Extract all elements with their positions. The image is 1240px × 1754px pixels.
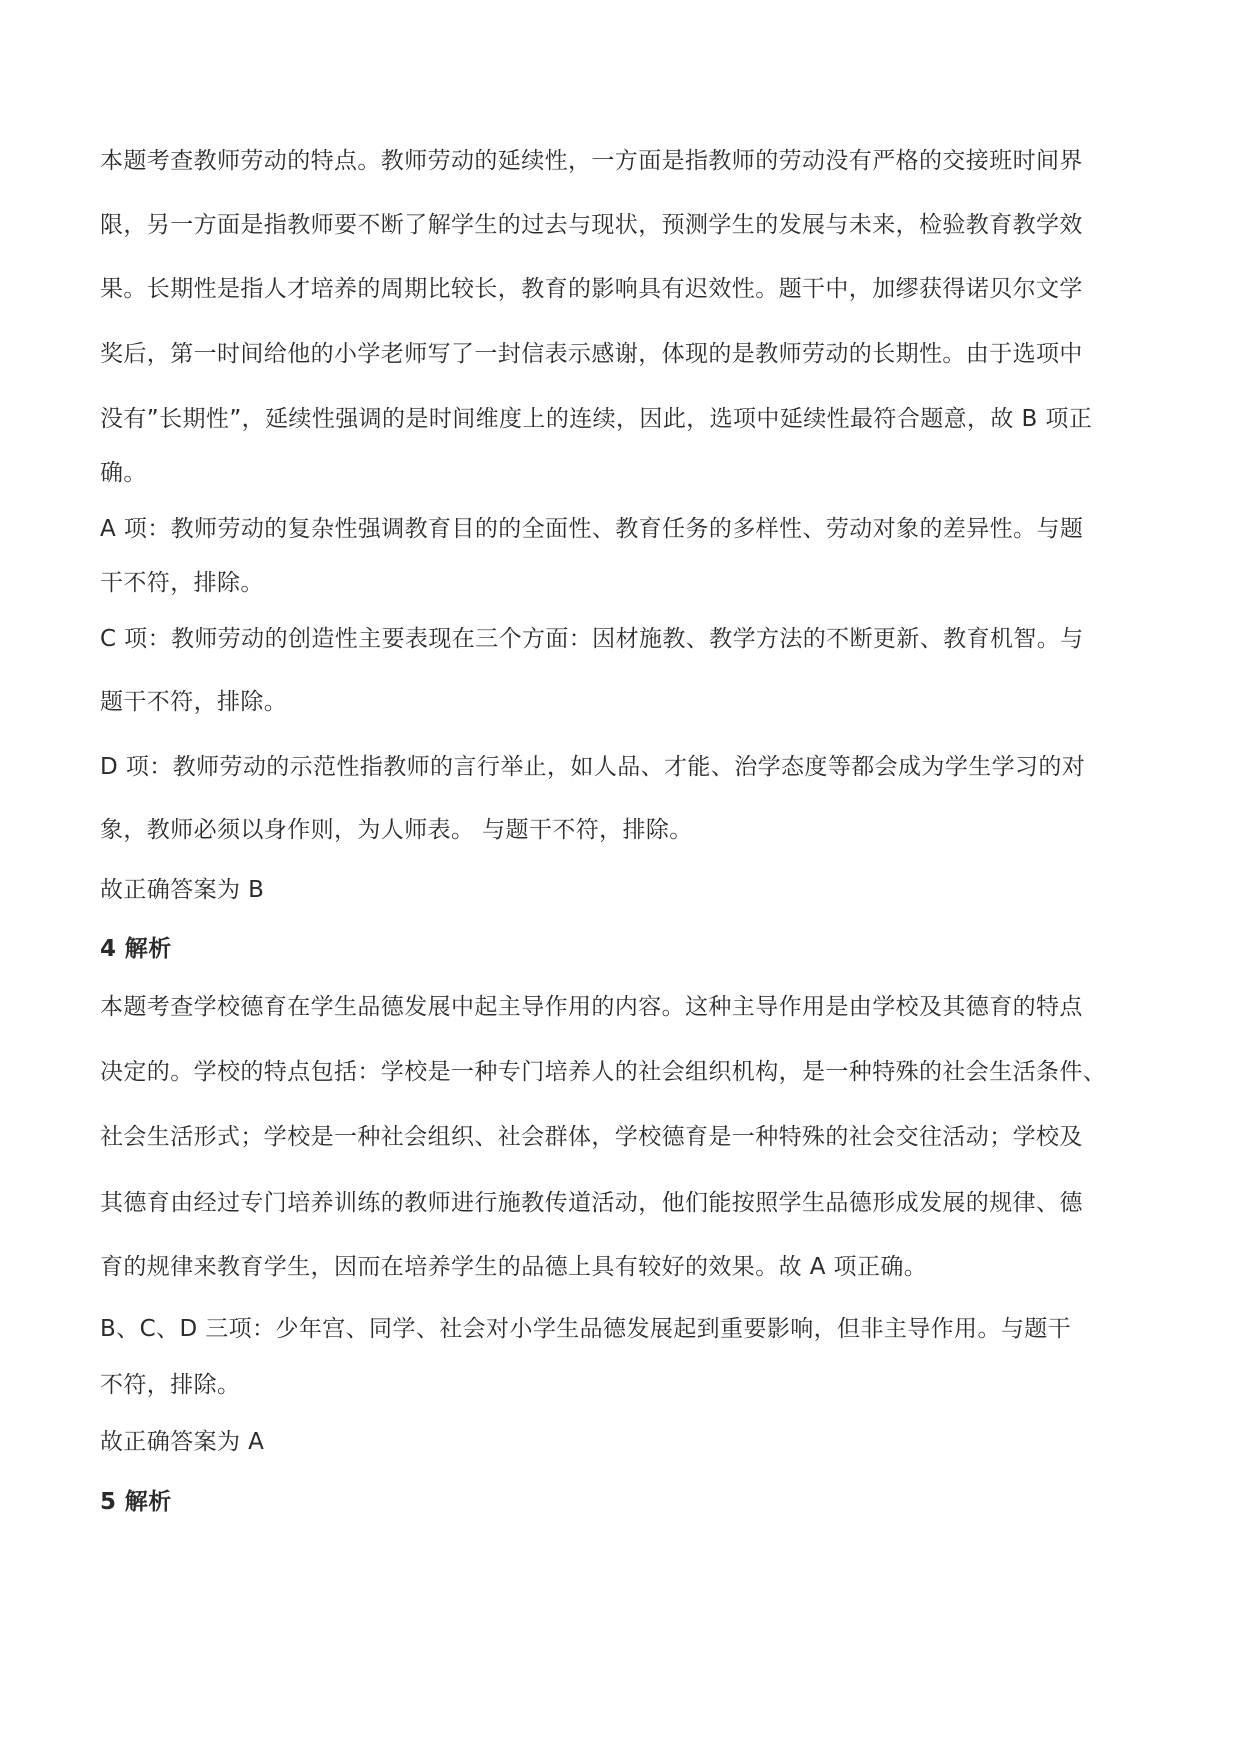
paragraph-line: 限，另一方面是指教师要不断了解学生的过去与现状，预测学生的发展与未来，检验教育教学效 (100, 212, 1083, 238)
paragraph-line: 奖后，第一时间给他的小学老师写了一封信表示感谢，体现的是教师劳动的长期性。由于选项中 (100, 341, 1083, 367)
paragraph-line: 没有”长期性”，延续性强调的是时间维度上的连续，因此，选项中延续性最符合题意，故 B 项正 (100, 406, 1093, 432)
option-c-line: C 项：教师劳动的创造性主要表现在三个方面：因材施教、教学方法的不断更新、教育机智。与 (100, 626, 1084, 652)
option-bcd-line: B、C、D 三项：少年宫、同学、社会对小学生品德发展起到重要影响，但非主导作用。与题干 (100, 1316, 1072, 1342)
paragraph-line: 本题考查教师劳动的特点。教师劳动的延续性，一方面是指教师的劳动没有严格的交接班时间界 (100, 148, 1083, 174)
option-d-line: D 项：教师劳动的示范性指教师的言行举止，如人品、才能、治学态度等都会成为学生学习的对 (100, 754, 1086, 780)
paragraph-line: 确。 (100, 460, 147, 486)
paragraph-line: 本题考查学校德育在学生品德发展中起主导作用的内容。这种主导作用是由学校及其德育的特点 (100, 994, 1083, 1020)
section-heading: 4 解析 (100, 936, 172, 962)
paragraph-line: 其德育由经过专门培养训练的教师进行施教传道活动，他们能按照学生品德形成发展的规律、德 (100, 1190, 1083, 1216)
answer-line: 故正确答案为 A (100, 1429, 265, 1455)
option-a-line: A 项：教师劳动的复杂性强调教育目的的全面性、教育任务的多样性、劳动对象的差异性。与题 (100, 516, 1084, 542)
option-d-line: 象，教师必须以身作则，为人师表。 与题干不符，排除。 (100, 817, 693, 843)
paragraph-line: 果。长期性是指人才培养的周期比较长，教育的影响具有迟效性。题干中，加缪获得诺贝尔文学 (100, 276, 1083, 302)
option-a-line: 干不符，排除。 (100, 570, 264, 596)
paragraph-line: 育的规律来教育学生，因而在培养学生的品德上具有较好的效果。故 A 项正确。 (100, 1254, 928, 1280)
option-c-line: 题干不符，排除。 (100, 689, 288, 715)
paragraph-line: 决定的。学校的特点包括：学校是一种专门培养人的社会组织机构，是一种特殊的社会生活条件、 (100, 1059, 1107, 1085)
paragraph-line: 社会生活形式；学校是一种社会组织、社会群体，学校德育是一种特殊的社会交往活动；学校及 (100, 1124, 1083, 1150)
section-heading: 5 解析 (100, 1489, 172, 1515)
answer-line: 故正确答案为 B (100, 877, 265, 903)
option-bcd-line: 不符，排除。 (100, 1372, 241, 1398)
